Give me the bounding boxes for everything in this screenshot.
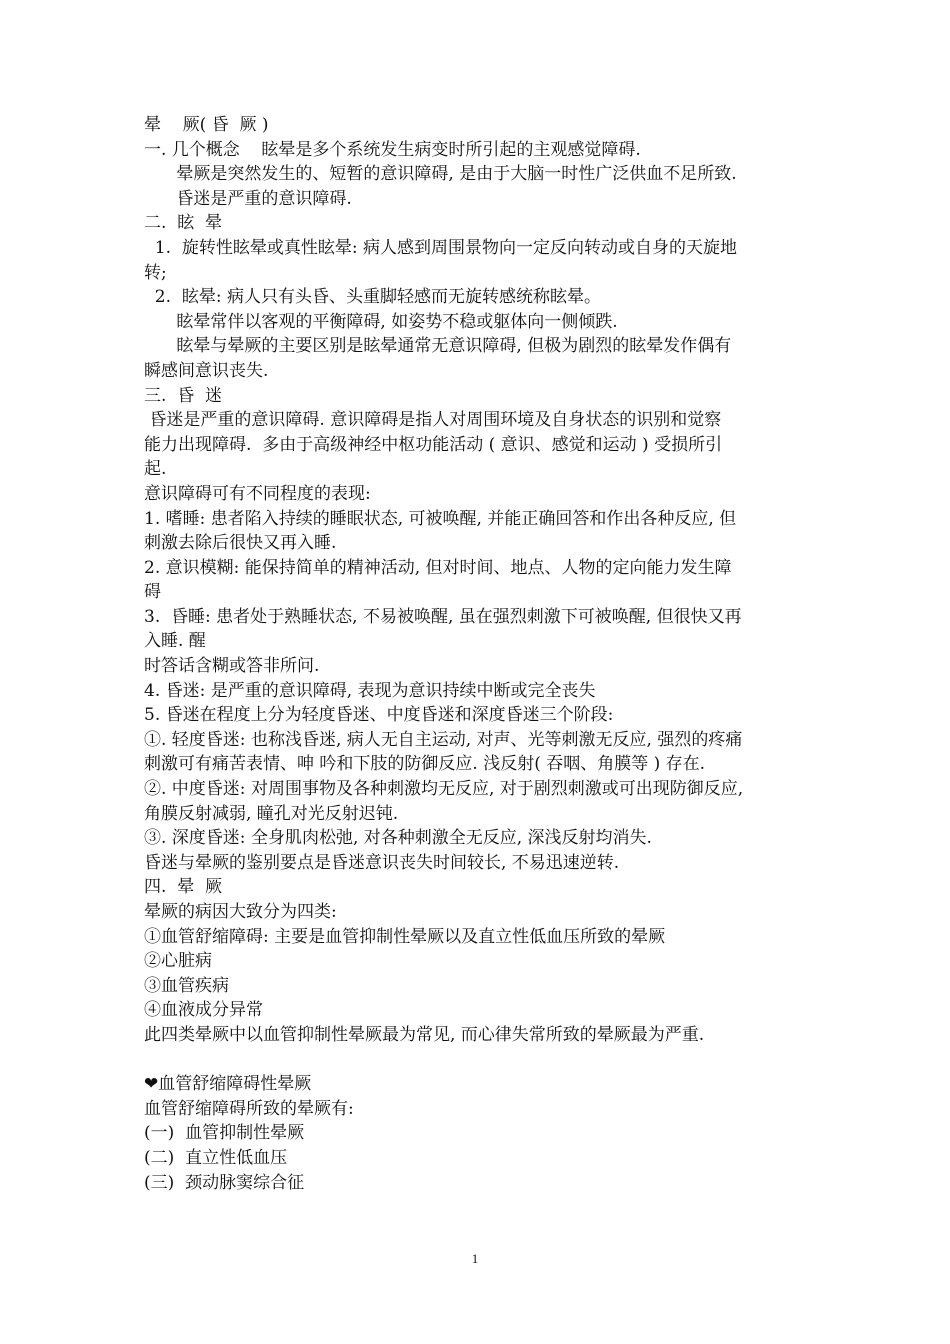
list-item: ①血管舒缩障碍: 主要是血管抑制性晕厥以及直立性低血压所致的晕厥 — [144, 926, 666, 947]
text-line: 刺激可有痛苦表情、呻 吟和下肢的防御反应. 浅反射( 吞咽、角膜等 ) 存在. — [144, 754, 706, 775]
text-line: 昏迷是严重的意识障碍. 意识障碍是指人对周围环境及自身状态的识别和觉察 — [144, 410, 722, 431]
text-line: 2. 眩晕: 病人只有头昏、头重脚轻感而无旋转感统称眩晕。 — [144, 287, 601, 308]
text-line: ③. 深度昏迷: 全身肌肉松弛, 对各种刺激全无反应, 深浅反射均消失. — [144, 828, 652, 849]
text-line: 刺激去除后很快又再入睡. — [144, 533, 337, 554]
subsection-heading-text: 血管舒缩障碍性晕厥 — [158, 1074, 312, 1095]
list-item: ②心脏病 — [144, 951, 212, 972]
text-line: 转; — [144, 262, 167, 283]
text-line: 一. 几个概念 眩晕是多个系统发生病变时所引起的主观感觉障碍. — [144, 139, 641, 160]
text-line: 此四类晕厥中以血管抑制性晕厥最为常见, 而心律失常所致的晕厥最为严重. — [144, 1024, 705, 1045]
text-line: 4. 昏迷: 是严重的意识障碍, 表现为意识持续中断或完全丧失 — [144, 680, 596, 701]
text-line: 起. — [144, 459, 167, 480]
subsection-heading — [144, 1072, 814, 1097]
list-item: (二) 直立性低血压 — [144, 1147, 288, 1168]
text-line: 时答话含糊或答非所问. — [144, 656, 320, 677]
section-heading: 二. 眩 晕 — [144, 213, 223, 234]
spacer — [144, 1048, 814, 1073]
section-heading: 三. 昏 迷 — [144, 385, 223, 406]
text-line: 能力出现障碍. 多由于高级神经中枢功能活动 ( 意识、感觉和运动 ) 受损所引 — [144, 434, 723, 455]
text-line: 血管舒缩障碍所致的晕厥有: — [144, 1098, 354, 1119]
section-heading: 四. 晕 厥 — [144, 877, 223, 898]
list-item: (一) 血管抑制性晕厥 — [144, 1123, 305, 1144]
text-line: 入睡. 醒 — [144, 631, 206, 652]
text-line: 瞬感间意识丧失. — [144, 360, 269, 381]
text-line: 1. 嗜睡: 患者陷入持续的睡眠状态, 可被唤醒, 并能正确回答和作出各种反应, 但 — [144, 508, 737, 529]
text-line: 意识障碍可有不同程度的表现: — [144, 483, 371, 504]
text-line: 角膜反射减弱, 瞳孔对光反射迟钝. — [144, 803, 399, 824]
list-item: ③血管疾病 — [144, 975, 229, 996]
text-line: 2. 意识模糊: 能保持简单的精神活动, 但对时间、地点、人物的定向能力发生障 — [144, 557, 732, 578]
text-line: 昏迷与晕厥的鉴别要点是昏迷意识丧失时间较长, 不易迅速逆转. — [144, 852, 620, 873]
text-line: 5. 昏迷在程度上分为轻度昏迷、中度昏迷和深度昏迷三个阶段: — [144, 705, 614, 726]
text-line: 眩晕与晕厥的主要区别是眩晕通常无意识障碍, 但极为剧烈的眩晕发作偶有 — [144, 336, 732, 357]
text-line: 晕厥的病因大致分为四类: — [144, 902, 337, 922]
heart-icon: ❤ — [144, 1074, 159, 1095]
text-line: 晕厥是突然发生的、短暂的意识障碍, 是由于大脑一时性广泛供血不足所致. — [144, 164, 737, 185]
text-line: 3. 昏睡: 患者处于熟睡状态, 不易被唤醒, 虽在强烈刺激下可被唤醒, 但很快又再 — [144, 606, 742, 627]
page-number: 1 — [471, 1251, 479, 1266]
text-line: ②. 中度昏迷: 对周围事物及各种刺激均无反应, 对于剧烈刺激或可出现防御反应, — [144, 779, 744, 800]
list-item: (三) 颈动脉窦综合征 — [144, 1172, 305, 1193]
document-body — [144, 113, 814, 1195]
text-line: ①. 轻度昏迷: 也称浅昏迷, 病人无自主运动, 对声、光等刺激无反应, 强烈的疼痛 — [144, 729, 743, 750]
text-line: 昏迷是严重的意识障碍. — [144, 188, 352, 209]
doc-title: 晕 厥( 昏 厥 ) — [144, 115, 269, 135]
text-line: 眩晕常伴以客观的平衡障碍, 如姿势不稳或躯体向一侧倾跌. — [144, 311, 618, 332]
text-line: 碍 — [144, 582, 161, 603]
text-line: 1. 旋转性眩晕或真性眩晕: 病人感到周围景物向一定反向转动或自身的天旋地 — [144, 237, 737, 258]
list-item: ④血液成分异常 — [144, 1000, 263, 1021]
